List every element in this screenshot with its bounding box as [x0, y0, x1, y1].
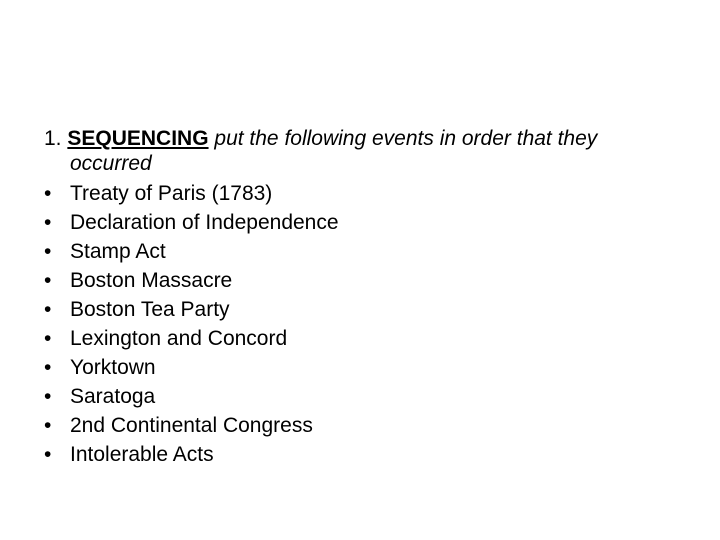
event-label: 2nd Continental Congress	[70, 414, 313, 437]
bullet-icon: •	[44, 182, 52, 205]
list-item	[44, 266, 694, 295]
event-label: Boston Tea Party	[70, 298, 230, 321]
list-item	[44, 440, 694, 469]
event-label: Yorktown	[70, 356, 156, 379]
bullet-icon: •	[44, 414, 52, 437]
event-label: Saratoga	[70, 385, 156, 408]
list-item	[44, 411, 694, 440]
bullet-icon: •	[44, 356, 52, 379]
event-label: Treaty of Paris (1783)	[70, 182, 273, 205]
list-item	[44, 208, 694, 237]
event-label: Stamp Act	[70, 240, 166, 263]
bullet-icon: •	[44, 240, 52, 263]
question-number: 1.	[44, 127, 62, 150]
list-item	[44, 324, 694, 353]
event-label: Intolerable Acts	[70, 443, 214, 466]
question-instruction-continued: occurred	[70, 152, 152, 175]
question-keyword: SEQUENCING	[67, 127, 209, 150]
bullet-icon: •	[44, 443, 52, 466]
list-item	[44, 295, 694, 324]
bullet-icon: •	[44, 298, 52, 321]
list-item	[44, 237, 694, 266]
list-item	[44, 179, 694, 208]
question-heading	[44, 124, 694, 175]
bullet-icon: •	[44, 211, 52, 234]
question-instruction: put the following events in order that they	[214, 127, 598, 150]
event-label: Lexington and Concord	[70, 327, 288, 350]
bullet-icon: •	[44, 327, 52, 350]
list-item	[44, 382, 694, 411]
slide-content	[44, 124, 694, 469]
list-item	[44, 353, 694, 382]
event-label: Boston Massacre	[70, 269, 233, 292]
event-list	[44, 179, 694, 469]
event-label: Declaration of Independence	[70, 211, 339, 234]
bullet-icon: •	[44, 385, 52, 408]
bullet-icon: •	[44, 269, 52, 292]
